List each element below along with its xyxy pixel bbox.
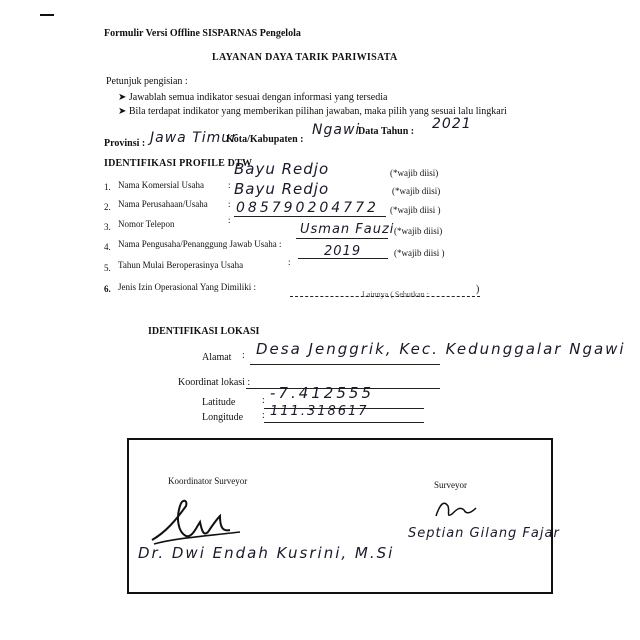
lokasi-heading: IDENTIFIKASI LOKASI xyxy=(148,326,260,337)
item-label: Nomor Telepon xyxy=(118,219,175,229)
kota-value[interactable]: Ngawi xyxy=(312,122,361,138)
kota-label: Kota/Kabupaten : xyxy=(226,134,304,145)
arrow-icon: ➤ xyxy=(118,106,127,117)
item-colon: : xyxy=(228,180,231,190)
item-label: Jenis Izin Operasional Yang Dimiliki : xyxy=(118,282,256,292)
item-number: 4. xyxy=(104,242,111,252)
form-title: Formulir Versi Offline SISPARNAS Pengelola xyxy=(104,28,301,39)
alamat-value[interactable]: Desa Jenggrik, Kec. Kedunggalar Ngawi xyxy=(256,340,626,358)
coordinator-name: Dr. Dwi Endah Kusrini, M.Si xyxy=(138,544,395,562)
alamat-underline xyxy=(250,364,440,365)
item-colon: : xyxy=(228,199,231,209)
koordinat-label: Koordinat lokasi : xyxy=(178,377,251,388)
tahun-label: Data Tahun : xyxy=(358,126,415,137)
item-colon: : xyxy=(228,215,231,225)
alamat-colon: : xyxy=(242,350,245,361)
item-colon: : xyxy=(288,257,291,267)
tahun-mulai-value[interactable]: 2019 xyxy=(324,244,362,259)
lainnya-underline xyxy=(290,296,480,297)
page-title: LAYANAN DAYA TARIK PARIWISATA xyxy=(212,52,398,63)
required-note: (*wajib diisi) xyxy=(394,226,443,236)
latitude-label: Latitude xyxy=(202,397,236,408)
item-label: Nama Perusahaan/Usaha xyxy=(118,199,208,209)
surveyor-signature xyxy=(430,494,480,524)
lainnya-close: ) xyxy=(476,284,480,295)
komersial-value[interactable]: Bayu Redjo xyxy=(234,160,330,178)
required-note: (*wajib diisi) xyxy=(392,186,441,196)
longitude-underline xyxy=(264,422,424,423)
tahun-mulai-underline xyxy=(298,258,388,259)
coordinator-signature xyxy=(146,492,246,548)
required-note: (*wajib diisi ) xyxy=(394,248,445,258)
provinsi-label: Provinsi : xyxy=(104,138,146,149)
required-note: (*wajib diisi) xyxy=(390,168,439,178)
item-label: Tahun Mulai Beroperasinya Usaha xyxy=(118,260,244,270)
item-number: 1. xyxy=(104,182,111,192)
pengusaha-underline xyxy=(296,238,388,239)
latitude-value[interactable]: -7.412555 xyxy=(270,384,374,402)
item-label: Nama Komersial Usaha xyxy=(118,180,204,190)
corner-mark xyxy=(40,14,54,16)
longitude-colon: : xyxy=(262,410,265,421)
provinsi-value[interactable]: Jawa Timur xyxy=(150,130,238,146)
pengusaha-value[interactable]: Usman Fauzi xyxy=(300,222,395,237)
item-number: 6. xyxy=(104,284,111,294)
item-label: Nama Pengusaha/Penanggung Jawab Usaha : xyxy=(118,239,282,249)
item-number: 5. xyxy=(104,263,111,273)
instruction-item xyxy=(118,92,387,103)
required-note: (*wajib diisi ) xyxy=(390,205,441,215)
arrow-icon: ➤ xyxy=(118,92,127,103)
perusahaan-value[interactable]: Bayu Redjo xyxy=(234,180,330,198)
surveyor-name: Septian Gilang Fajar xyxy=(408,526,560,541)
surveyor-label: Surveyor xyxy=(434,480,467,490)
profile-heading: IDENTIFIKASI PROFILE DTW xyxy=(104,158,253,169)
instructions-heading: Petunjuk pengisian : xyxy=(106,76,188,87)
instruction-text: Bila terdapat indikator yang memberikan pilihan jawaban, maka pilih yang sesuai lalu lingkari xyxy=(128,106,507,117)
telepon-underline xyxy=(234,216,386,217)
longitude-value[interactable]: 111.318617 xyxy=(270,404,369,419)
alamat-label: Alamat xyxy=(202,352,232,363)
lainnya-text: Lainnya ( Sebutkan : xyxy=(362,290,429,299)
coordinator-label: Koordinator Surveyor xyxy=(168,476,248,486)
tahun-value[interactable]: 2021 xyxy=(432,116,472,132)
latitude-colon: : xyxy=(262,395,265,406)
telepon-value[interactable]: 085790204772 xyxy=(236,200,379,216)
instruction-text: Jawablah semua indikator sesuai dengan informasi yang tersedia xyxy=(128,92,388,103)
item-number: 3. xyxy=(104,222,111,232)
longitude-label: Longitude xyxy=(202,412,244,423)
item-number: 2. xyxy=(104,202,111,212)
